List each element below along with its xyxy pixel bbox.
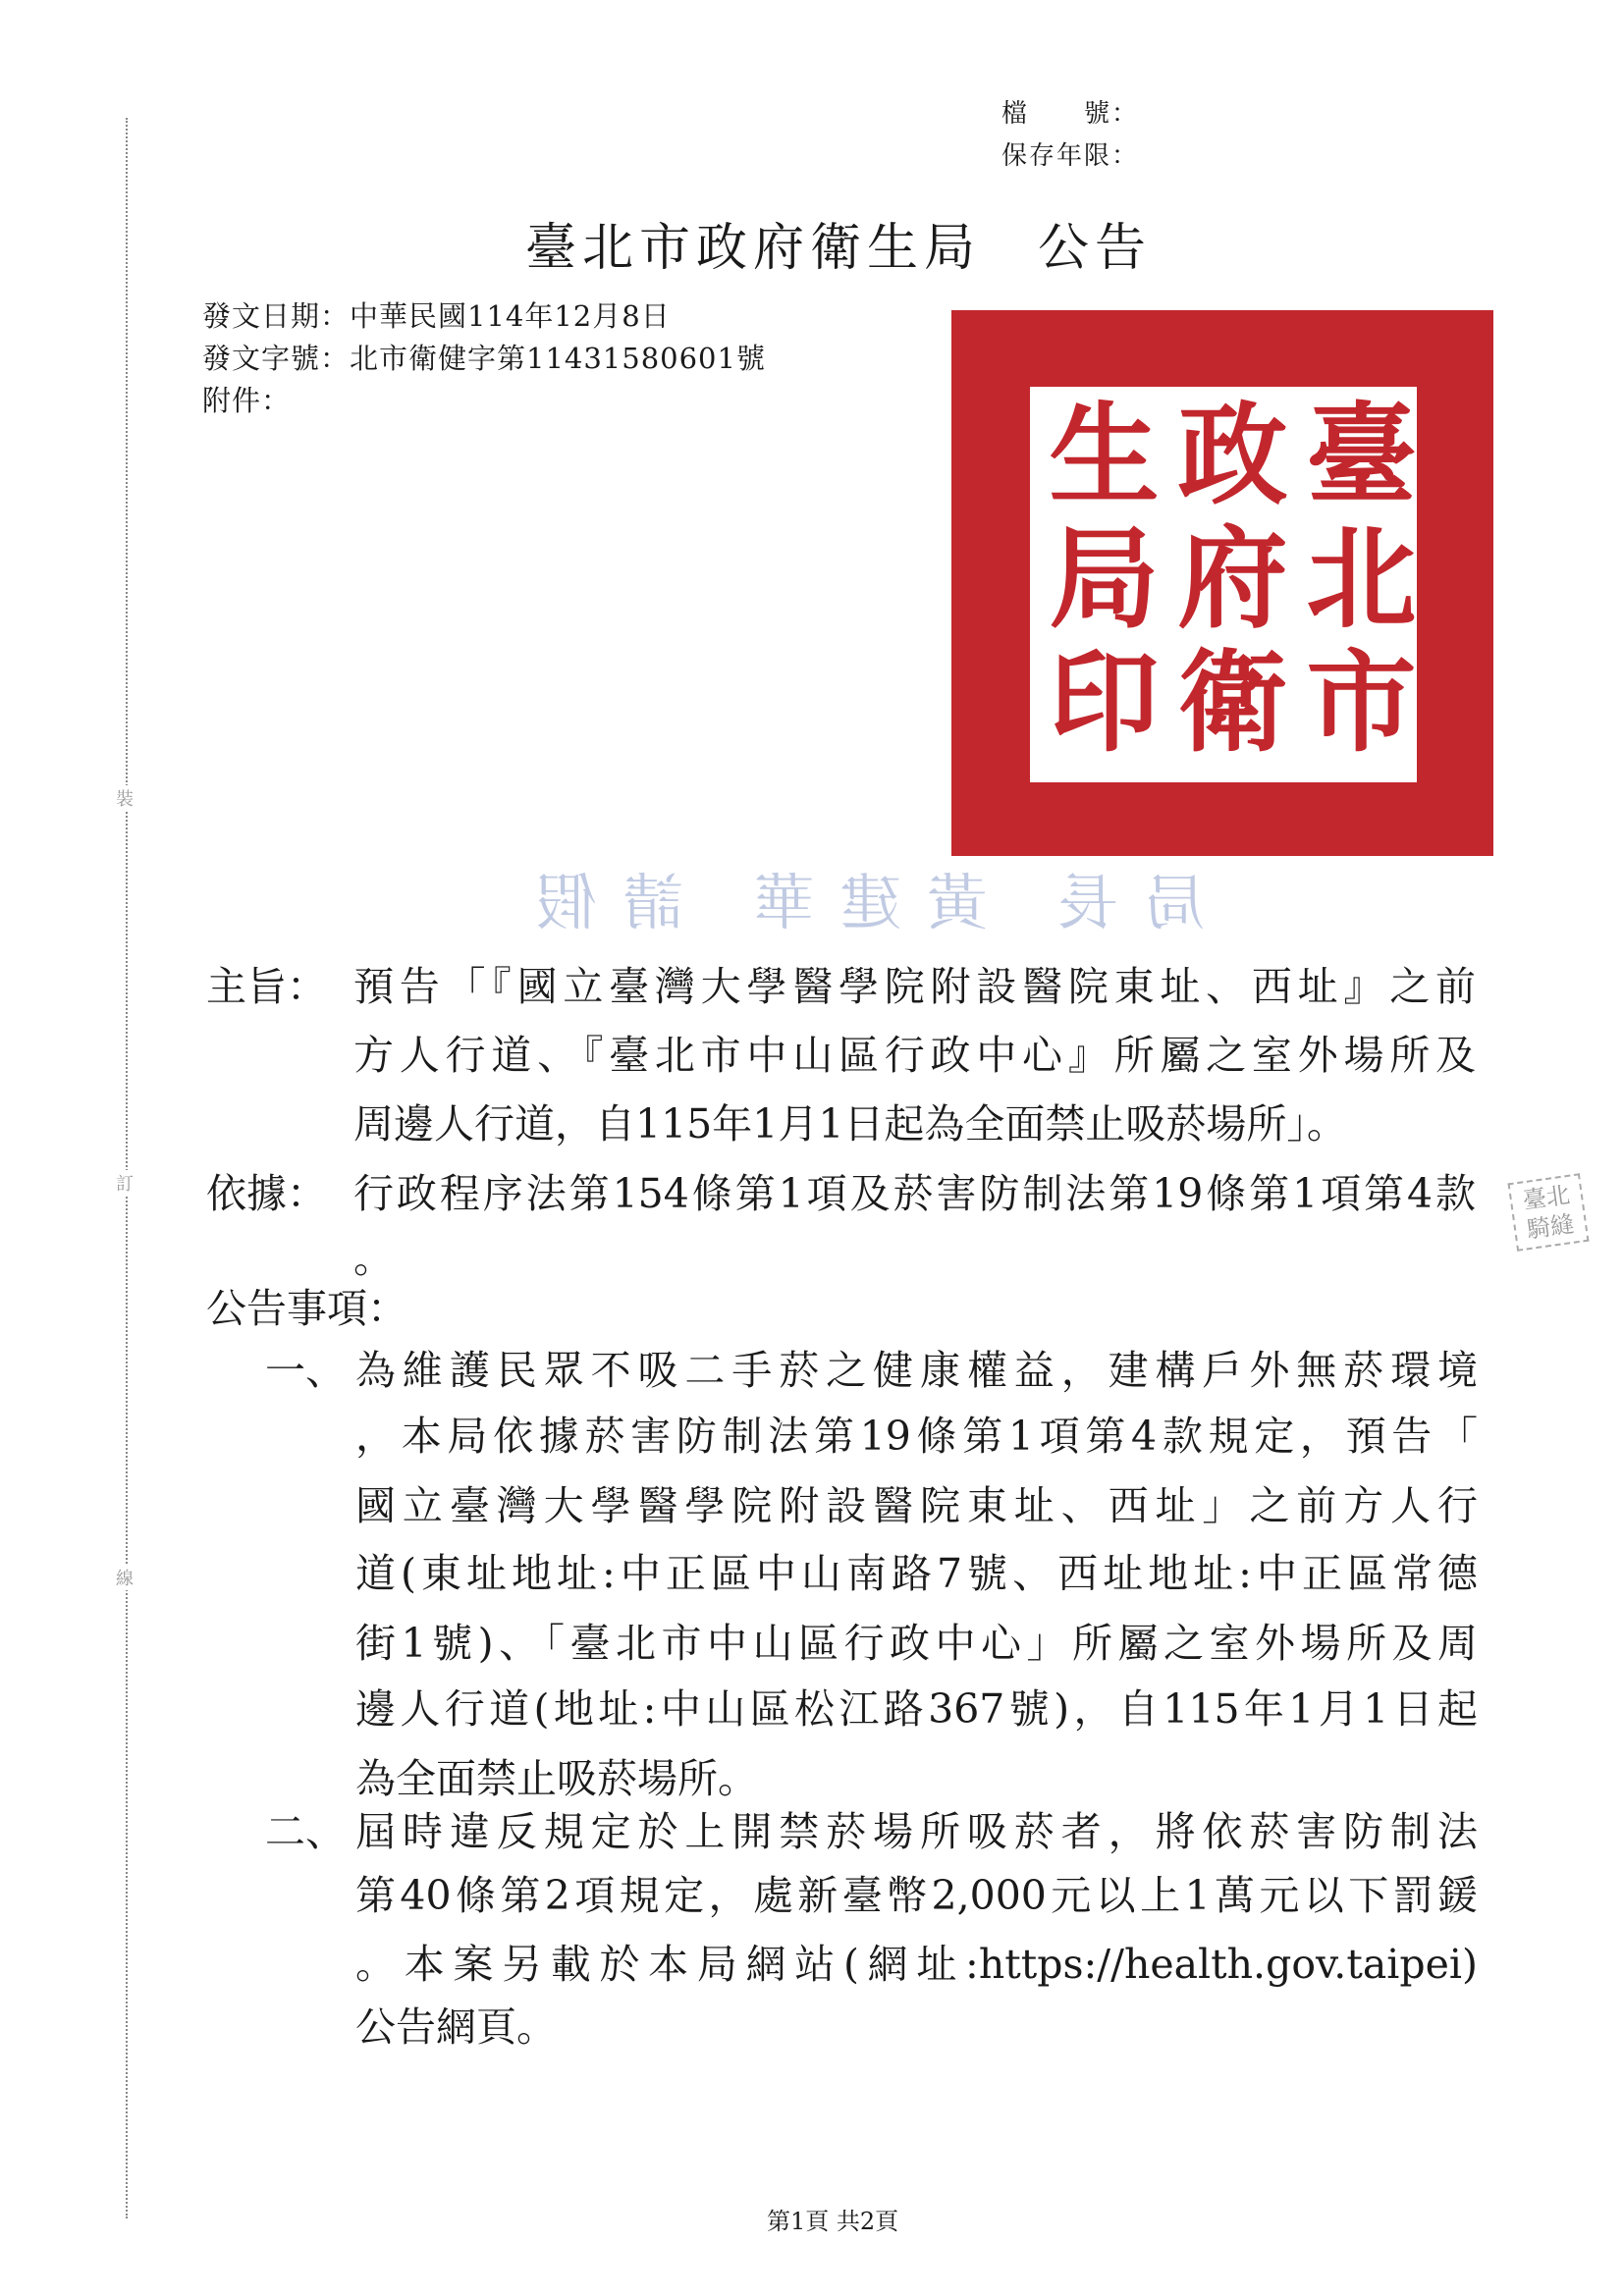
- margin-mark: 裝: [116, 785, 134, 811]
- page-number: 第1頁 共2頁: [767, 2208, 899, 2235]
- basis-line: 行政程序法第154條第1項及菸害防制法第19條第1項第4款: [353, 1170, 1476, 1217]
- document-number: 發文字號：北市衛健字第11431580601號: [202, 342, 766, 375]
- seam-stamp: 臺北騎縫: [1507, 1173, 1589, 1252]
- attachment-label: 附件：: [202, 384, 292, 417]
- notice-item-line: ，本局依據菸害防制法第19條第1項第4款規定，預告「: [355, 1413, 1478, 1460]
- margin-mark: 線: [116, 1565, 134, 1590]
- basis-line: 。: [353, 1235, 394, 1282]
- notice-item-line: 。本案另載於本局網站(網址:https://health.gov.taipei): [355, 1941, 1478, 1988]
- official-seal: [951, 310, 1493, 856]
- subject-label: 主旨：: [206, 963, 327, 1010]
- margin-mark: 訂: [116, 1170, 134, 1196]
- subject-line: 周邊人行道，自115年1月1日起為全面禁止吸菸場所」。: [353, 1100, 1347, 1148]
- notice-item-line: 公告網頁。: [355, 2003, 557, 2051]
- notice-item-line: 第40條第2項規定，處新臺幣2,000元以上1萬元以下罰鍰: [355, 1872, 1478, 1919]
- basis-label: 依據：: [206, 1170, 327, 1217]
- subject-line: 預告「『國立臺灣大學醫學院附設醫院東址、西址』之前: [353, 963, 1476, 1010]
- subject-line: 方人行道、『臺北市中山區行政中心』所屬之室外場所及: [353, 1032, 1476, 1079]
- notice-item-line: 邊人行道(地址:中山區松江路367號)，自115年1月1日起: [355, 1685, 1478, 1733]
- notice-item-line: 國立臺灣大學醫學院附設醫院東址、西址」之前方人行: [355, 1482, 1478, 1529]
- seal-column: 生局印: [1031, 397, 1160, 768]
- seal-column: 政府衛: [1160, 397, 1288, 768]
- notice-item-line: 為維護民眾不吸二手菸之健康權益，建構戶外無菸環境: [355, 1347, 1478, 1394]
- binding-margin-line: [126, 118, 128, 2218]
- retention-period-label: 保存年限：: [1001, 141, 1140, 171]
- notice-item-line: 屆時違反規定於上開禁菸場所吸菸者，將依菸害防制法: [355, 1808, 1478, 1855]
- notice-item-line: 街1號)、「臺北市中山區行政中心」所屬之室外場所及周: [355, 1620, 1478, 1667]
- notice-item-number: 一、: [265, 1347, 346, 1394]
- notice-item-line: 為全面禁止吸菸場所。: [355, 1755, 758, 1802]
- signature-stamp: 局長 黃建華 請假: [511, 867, 1206, 938]
- issue-date: 發文日期：中華民國114年12月8日: [202, 299, 671, 333]
- notice-label: 公告事項：: [206, 1285, 407, 1332]
- notice-item-number: 二、: [265, 1808, 346, 1855]
- file-number-label: 檔 號：: [1001, 99, 1140, 129]
- seal-column: 臺北市: [1288, 397, 1417, 768]
- notice-item-line: 道(東址地址:中正區中山南路7號、西址地址:中正區常德: [355, 1550, 1478, 1597]
- page-title: 臺北市政府衛生局 公告: [525, 219, 1153, 278]
